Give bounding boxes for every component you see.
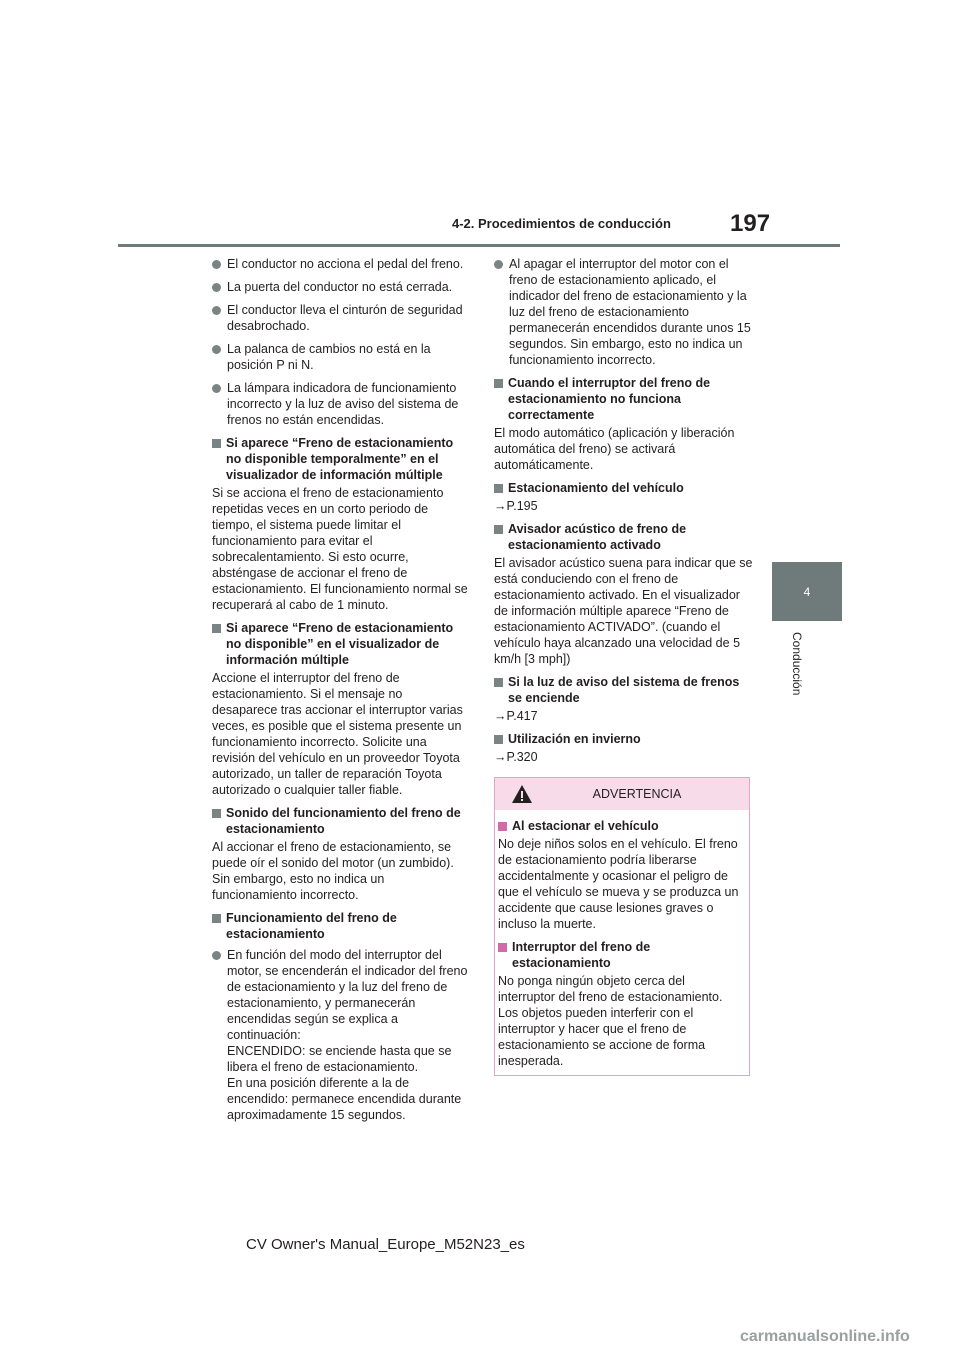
warning-box <box>494 777 750 1076</box>
paragraph: Si se acciona el freno de estacionamiento repetidas veces en un corto periodo de tiempo, el sistema puede limitar el funcionamiento para evitar el sobrecalentamiento. Si esto ocurre, absténgase de accionar el freno de estacionamiento. El funcionamiento normal se recuperará al cabo de 1 minuto. <box>212 486 468 612</box>
list-item: La puerta del conductor no está cerrada. <box>212 279 470 295</box>
section-title: 4-2. Procedimientos de conducción <box>452 216 671 231</box>
chapter-label: Conducción <box>790 632 804 696</box>
section-heading: Cuando el interruptor del freno de estacionamiento no funciona correctamente <box>494 375 756 423</box>
warning-header <box>495 778 749 810</box>
paragraph: Accione el interruptor del freno de estacionamiento. Si el mensaje no desaparece tras accionar el interruptor varias veces, es posible que el sistema presente un funcionamiento incorrecto. Solicite una revisión del vehículo en un proveedor Toyota autorizado, un taller de reparación Toyota autorizado o cualquier taller fiable. <box>212 671 463 797</box>
paragraph: El avisador acústico suena para indicar que se está conduciendo con el freno de estacionamiento activado. En el visualizador de información múltiple aparece “Freno de estacionamiento ACTIVADO”. (cuando el vehículo haya alcanzado una velocidad de 5 km/h [3 mph]) <box>494 556 753 666</box>
bullet-icon <box>494 260 503 269</box>
warning-title: ADVERTENCIA <box>592 787 682 801</box>
chapter-number: 4 <box>803 584 811 599</box>
page-reference-link[interactable]: →P.195 <box>494 499 538 513</box>
bullet-icon <box>212 283 221 292</box>
footer-text: CV Owner's Manual_Europe_M52N23_es <box>246 1236 525 1253</box>
page-reference-link[interactable]: →P.320 <box>494 750 538 764</box>
warning-item-heading: Al estacionar el vehículo <box>498 818 743 834</box>
bullet-icon <box>212 951 221 960</box>
bullet-icon <box>212 345 221 354</box>
paragraph: El modo automático (aplicación y liberación automática del freno) se activará automáticamente. <box>494 426 735 472</box>
warning-body <box>495 810 749 1075</box>
square-bullet-icon <box>494 735 503 744</box>
section-heading: Avisador acústico de freno de estacionamiento activado <box>494 521 756 553</box>
bullet-icon <box>212 260 221 269</box>
left-column <box>212 256 470 1130</box>
watermark: carmanualsonline.info <box>740 1328 910 1345</box>
warning-item-heading: Interruptor del freno de estacionamiento <box>498 939 743 971</box>
square-bullet-icon <box>498 822 507 831</box>
square-bullet-icon <box>494 678 503 687</box>
right-column <box>494 256 756 1076</box>
bullet-icon <box>212 306 221 315</box>
square-bullet-icon <box>212 439 221 448</box>
page-number: 197 <box>730 210 771 237</box>
list-item: El conductor no acciona el pedal del freno. <box>212 256 470 272</box>
warning-triangle-icon <box>511 784 533 808</box>
square-bullet-icon <box>494 379 503 388</box>
square-bullet-icon <box>212 914 221 923</box>
bullet-icon <box>212 384 221 393</box>
section-heading: Utilización en invierno <box>494 731 756 747</box>
section-heading: Si aparece “Freno de estacionamiento no disponible” en el visualizador de información múltiple <box>212 620 470 668</box>
page-reference-link[interactable]: →P.417 <box>494 709 538 723</box>
square-bullet-icon <box>494 484 503 493</box>
list-item: La lámpara indicadora de funcionamiento incorrecto y la luz de aviso del sistema de frenos no están encendidas. <box>212 380 470 428</box>
square-bullet-icon <box>212 809 221 818</box>
section-heading: Si la luz de aviso del sistema de frenos se enciende <box>494 674 756 706</box>
section-heading: Estacionamiento del vehículo <box>494 480 756 496</box>
list-item: Al apagar el interruptor del motor con el freno de estacionamiento aplicado, el indicador del freno de estacionamiento y la luz del freno de estacionamiento permanecerán encendidos durante unos 15 segundos. Sin embargo, esto no indica un funcionamiento incorrecto. <box>494 256 756 368</box>
paragraph: No deje niños solos en el vehículo. El freno de estacionamiento podría liberarse accidentalmente y ocasionar el peligro de que el vehículo se mueva y se produzca un accidente que cause lesiones graves o incluso la muerte. <box>498 837 739 931</box>
header-divider <box>118 244 840 247</box>
section-heading: Sonido del funcionamiento del freno de estacionamiento <box>212 805 470 837</box>
section-heading: Si aparece “Freno de estacionamiento no disponible temporalmente” en el visualizador de información múltiple <box>212 435 470 483</box>
paragraph: No ponga ningún objeto cerca del interruptor del freno de estacionamiento. Los objetos pueden interferir con el interruptor y hacer que el freno de estacionamiento se accione de forma inesperada. <box>498 974 723 1068</box>
paragraph: Al accionar el freno de estacionamiento, se puede oír el sonido del motor (un zumbido). Sin embargo, esto no indica un funcionamiento incorrecto. <box>212 840 454 902</box>
list-item: La palanca de cambios no está en la posición P ni N. <box>212 341 470 373</box>
section-heading: Funcionamiento del freno de estacionamiento <box>212 910 470 942</box>
chapter-tab <box>772 562 842 621</box>
square-bullet-icon <box>498 943 507 952</box>
list-item: El conductor lleva el cinturón de seguridad desabrochado. <box>212 302 470 334</box>
square-bullet-icon <box>494 525 503 534</box>
square-bullet-icon <box>212 624 221 633</box>
list-item: En función del modo del interruptor del motor, se encenderán el indicador del freno de estacionamiento y la luz del freno de estacionamiento, y permanecerán encendidas según se explica a continuación: ENCENDIDO: se enciende hasta que se libera el freno de estacionamiento. En una posición diferente a la de encendido: permanece encendida durante aproximadamente 15 segundos. <box>212 947 470 1123</box>
